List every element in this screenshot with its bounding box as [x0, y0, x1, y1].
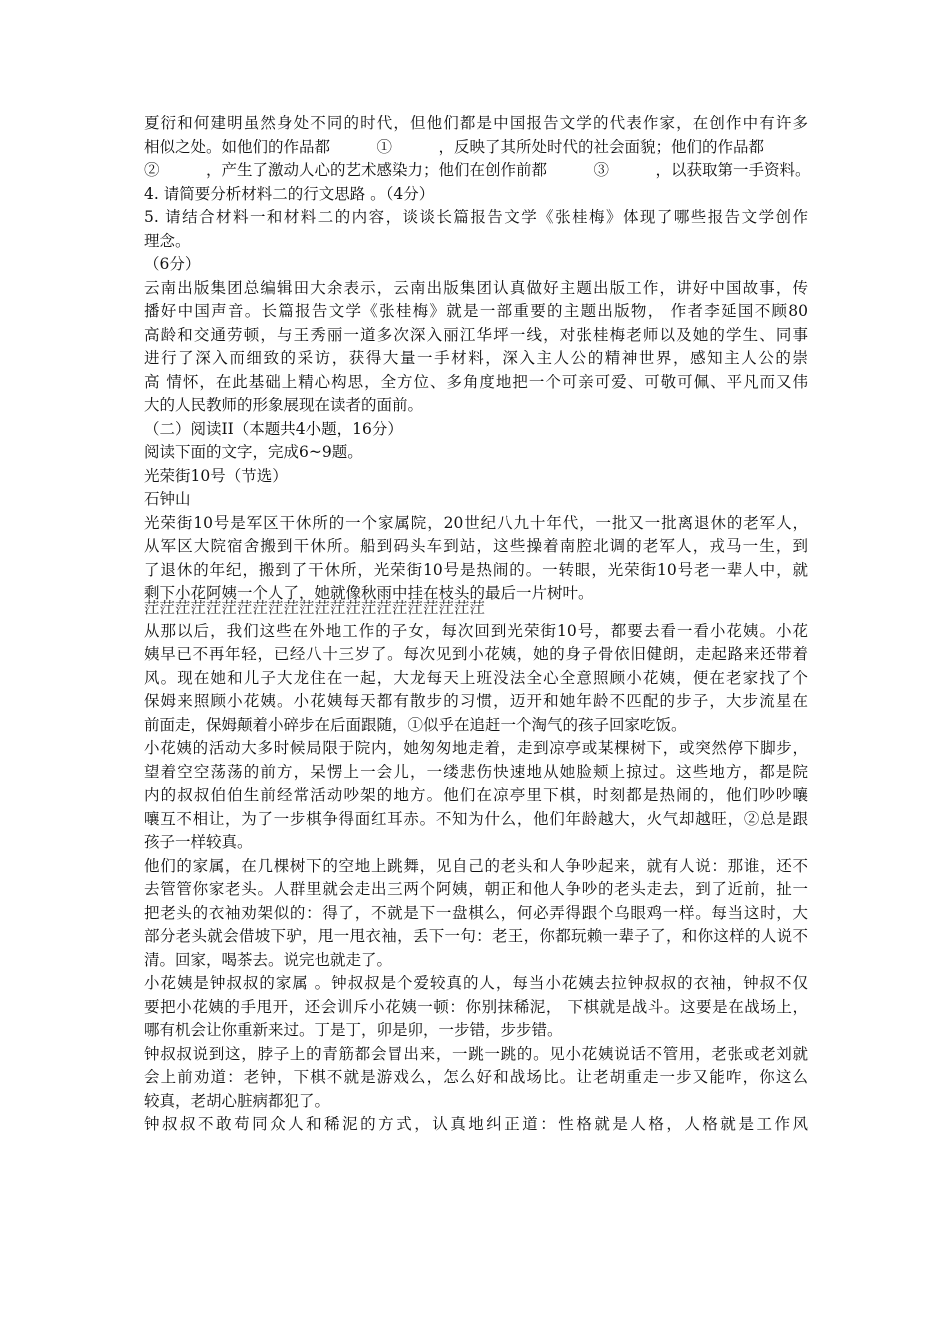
text-line: 哪有机会让你重新来过。丁是丁，卯是卯，一步错，步步错。: [144, 1021, 563, 1039]
text-line: 光荣街10号是军区干休所的一个家属院，20世纪八九十年代，一批又一批离退休的老军人，: [144, 513, 808, 532]
score-note: （6分）: [144, 255, 201, 273]
text-line: 要把小花姨的手甩开，还会训斥小花姨一顿：你别抹稀泥， 下棋就是战斗。这要是在战场上，: [144, 997, 808, 1016]
text-line: 钟叔叔不敢苟同众人和稀泥的方式，认真地纠正道：性格就是人格，人格就是工作风: [144, 1115, 808, 1133]
text-line: 了退休的年纪，搬到了干休所，光荣街10号是热闹的。一转眼，光荣街10号老一辈人中，就: [144, 560, 808, 579]
divider-glyph-row: [144, 598, 808, 617]
text-line: 高 情怀，在此基础上精心构思，全方位、多角度地把一个可亲可爱、可敬可佩、平凡而又伟: [144, 372, 808, 391]
text-line: 钟叔叔说到这，脖子上的青筋都会冒出来，一跳一跳的。见小花姨说话不管用，老张或老刘就: [144, 1044, 808, 1063]
text-line: 去管管你家老头。人群里就会走出三两个阿姨，朝正和他人争吵的老头走去，到了近前，扯一: [144, 880, 808, 898]
question-4: 4. 请简要分析材料二的行文思路 。（4分）: [144, 184, 435, 203]
text-line: 前面走，保姆颠着小碎步在后面跟随，①似乎在追赶一个淘气的孩子回家吃饭。: [144, 715, 687, 734]
text-line: ② ，产生了激动人心的艺术感染力；他们在创作前都 ③ ，以获取第一手资料。: [144, 161, 811, 179]
text-line: 剩下小花阿姨一个人了，她就像秋雨中挂在枝头的最后一片树叶。: [144, 584, 594, 602]
instruction: 阅读下面的文字，完成6~9题。: [144, 443, 363, 461]
text-line: 他们的家属，在几棵树下的空地上跳舞，见自己的老头和人争吵起来，就有人说：那谁，还不: [144, 856, 808, 875]
text-line: 大的人民教师的形象展现在读者的面前。: [144, 396, 424, 414]
text-line: 望着空空荡荡的前方，呆愣上一会儿，一缕悲伤快速地从她脸颊上掠过。这些地方，都是院: [144, 762, 808, 781]
text-line: 较真，老胡心脏病都犯了。: [144, 1091, 331, 1110]
text-line: 夏衍和何建明虽然身处不同的时代，但他们都是中国报告文学的代表作家，在创作中有许多: [144, 114, 808, 132]
text-line: 姨早已不再年轻，已经八十三岁了。每次见到小花姨，她的身子骨依旧健朗，走起路来还带着: [144, 645, 808, 663]
text-line: 会上前劝道：老钟，下棋不就是游戏么，怎么好和战场比。让老胡重走一步又能咋，你这么: [144, 1068, 808, 1086]
text-line: 播好中国声音。长篇报告文学《张桂梅》就是一部重要的主题出版物， 作者李延国不顾80: [144, 302, 808, 320]
text-line: 进行了深入而细致的采访，获得大量一手材料，深入主人公的精神世界，感知主人公的崇: [144, 349, 808, 367]
text-line: 内的叔叔伯伯生前经常活动吵架的地方。他们在凉亭里下棋，时刻都是热闹的，他们吵吵嚷: [144, 786, 808, 804]
text-line: 小花姨的活动大多时候局限于院内，她匆匆地走着，走到凉亭或某棵树下，或突然停下脚步，: [144, 739, 808, 757]
text-column: [144, 112, 811, 1137]
divider-text: 茳茳茳茳茳茳茳茳茳茳茳茳茳茳茳茳茳茳茳茳茳茳: [144, 598, 486, 617]
article-title: 光荣街10号（节选）: [144, 466, 288, 485]
text-line: 理念。: [144, 231, 191, 250]
text-line: 把老头的衣袖劝架似的：得了，不就是下一盘棋么，何必弄得跟个乌眼鸡一样。每当这时，大: [144, 903, 808, 922]
text-line: 高龄和交通劳顿，与王秀丽一道多次深入丽江华坪一线，对张桂梅老师以及她的学生、同事: [144, 325, 808, 344]
text-line: 从军区大院宿舍搬到干休所。船到码头车到站，这些操着南腔北调的老军人，戎马一生，到: [144, 537, 808, 555]
text-line: 嚷互不相让，为了一步棋争得面红耳赤。不知为什么，他们年龄越大，火气却越旺，②总是跟: [144, 809, 808, 828]
text-line: 孩子一样较真。: [144, 833, 253, 851]
question-5: 5. 请结合材料一和材料二的内容，谈谈长篇报告文学《张桂梅》体现了哪些报告文学创作: [144, 208, 808, 226]
article-author: 石钟山: [144, 490, 191, 508]
text-line: 小花姨是钟叔叔的家属 。钟叔叔是个爱较真的人，每当小花姨去拉钟叔叔的衣袖，钟叔不仅: [144, 974, 808, 992]
text-line: 云南出版集团总编辑田大余表示，云南出版集团认真做好主题出版工作，讲好中国故事，传: [144, 278, 808, 297]
text-line: 风。现在她和儿子大龙住在一起，大龙每天上班没法全心全意照顾小花姨，便在老家找了个: [144, 668, 808, 687]
text-line: 从那以后，我们这些在外地工作的子女，每次回到光荣街10号，都要去看一看小花姨。小花: [144, 621, 808, 640]
section-heading: （二）阅读II（本题共4小题，16分）: [144, 419, 403, 438]
text-line: 部分老头就会借坡下驴，甩一甩衣袖，丢下一句：老王，你都玩赖一辈子了，和你这样的人说不: [144, 927, 808, 945]
text-line: 保姆来照顾小花姨。小花姨每天都有散步的习惯，迈开和她年龄不匹配的步子，大步流星在: [144, 692, 808, 710]
text-line: 相似之处。如他们的作品都 ① ，反映了其所处时代的社会面貌；他们的作品都: [144, 137, 765, 156]
text-line: 清。回家，喝茶去。说完也就走了。: [144, 950, 393, 969]
